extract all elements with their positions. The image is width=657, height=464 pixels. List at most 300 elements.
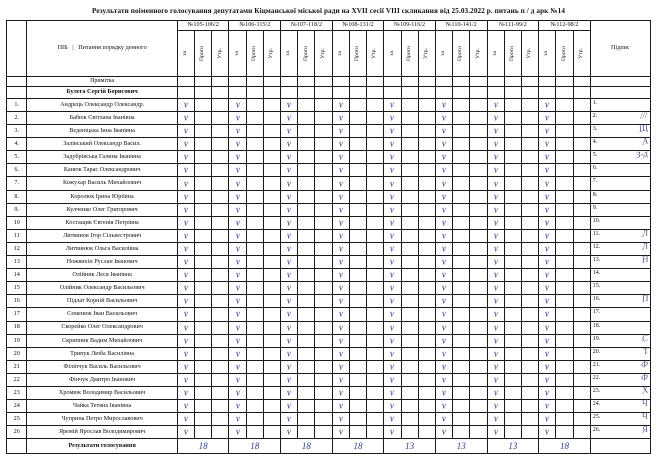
vote-cell-g5-utr[interactable] (418, 334, 435, 347)
vote-cell-g3-utr[interactable] (315, 242, 332, 255)
vote-cell-g7-za[interactable]: v (487, 98, 504, 111)
vote-cell-g2-za[interactable]: v (229, 308, 246, 321)
vote-cell-g8-za[interactable]: v (539, 190, 556, 203)
vote-cell-g6-utr[interactable] (470, 112, 487, 125)
vote-cell-g8-utr[interactable] (573, 98, 590, 111)
vote-cell-g1-proty[interactable] (195, 295, 212, 308)
vote-cell-g3-proty[interactable] (298, 426, 315, 439)
vote-cell-g7-proty[interactable] (504, 98, 521, 111)
vote-cell-g4-proty[interactable] (349, 190, 366, 203)
vote-cell-g1-utr[interactable] (212, 426, 229, 439)
vote-cell-g7-proty[interactable] (504, 373, 521, 386)
vote-cell-g2-za[interactable]: v (229, 426, 246, 439)
vote-cell-g2-za[interactable]: v (229, 190, 246, 203)
vote-cell-g4-proty[interactable] (349, 203, 366, 216)
vote-cell-g3-utr[interactable] (315, 334, 332, 347)
vote-cell-g7-za[interactable]: v (487, 190, 504, 203)
vote-cell-g6-utr[interactable] (470, 426, 487, 439)
vote-cell-g4-utr[interactable] (367, 138, 384, 151)
vote-cell-g2-za[interactable]: v (229, 256, 246, 269)
vote-cell-g2-proty[interactable] (246, 164, 263, 177)
vote-cell-g5-utr[interactable] (418, 373, 435, 386)
vote-cell-g4-utr[interactable] (367, 164, 384, 177)
vote-cell-g2-za[interactable]: v (229, 360, 246, 373)
vote-cell-g1-za[interactable]: v (177, 295, 194, 308)
vote-cell-g2-utr[interactable] (263, 386, 280, 399)
vote-cell-g2-za[interactable]: v (229, 413, 246, 426)
vote-cell-g1-proty[interactable] (195, 125, 212, 138)
vote-cell-g4-proty[interactable] (349, 242, 366, 255)
vote-cell-g3-utr[interactable] (315, 125, 332, 138)
vote-cell-g5-za[interactable]: v (384, 190, 401, 203)
vote-cell-g5-za[interactable]: v (384, 386, 401, 399)
vote-cell-g7-utr[interactable] (521, 190, 538, 203)
vote-cell-g1-proty[interactable] (195, 138, 212, 151)
vote-cell-g5-za[interactable]: v (384, 164, 401, 177)
vote-cell-g4-proty[interactable] (349, 373, 366, 386)
vote-cell-g8-proty[interactable] (556, 373, 573, 386)
vote-cell-g7-za[interactable]: v (487, 413, 504, 426)
vote-cell-g3-proty[interactable] (298, 269, 315, 282)
vote-cell-g4-za[interactable]: v (332, 203, 349, 216)
vote-cell-g6-proty[interactable] (453, 308, 470, 321)
vote-cell-g3-za[interactable]: v (281, 426, 298, 439)
vote-cell-g4-proty[interactable] (349, 177, 366, 190)
vote-cell-g8-utr[interactable] (573, 242, 590, 255)
vote-cell-g2-za[interactable]: v (229, 242, 246, 255)
vote-cell-g7-za[interactable]: v (487, 269, 504, 282)
vote-cell-g4-utr[interactable] (367, 242, 384, 255)
vote-cell-g7-utr[interactable] (521, 203, 538, 216)
vote-cell-g3-proty[interactable] (298, 164, 315, 177)
vote-cell-g2-za[interactable]: v (229, 203, 246, 216)
vote-cell-g8-proty[interactable] (556, 125, 573, 138)
vote-cell-g6-proty[interactable] (453, 321, 470, 334)
vote-cell-g6-utr[interactable] (470, 242, 487, 255)
vote-cell-g1-utr[interactable] (212, 295, 229, 308)
vote-cell-g4-za[interactable]: v (332, 98, 349, 111)
vote-cell-g2-utr[interactable] (263, 321, 280, 334)
vote-cell-g3-proty[interactable] (298, 321, 315, 334)
vote-cell-g6-utr[interactable] (470, 308, 487, 321)
vote-cell-g3-utr[interactable] (315, 229, 332, 242)
vote-cell-g8-proty[interactable] (556, 216, 573, 229)
vote-cell-g8-proty[interactable] (556, 413, 573, 426)
vote-cell-g2-proty[interactable] (246, 413, 263, 426)
vote-cell-g6-za[interactable]: v (435, 386, 452, 399)
vote-cell-g7-proty[interactable] (504, 125, 521, 138)
vote-cell-g5-za[interactable]: v (384, 413, 401, 426)
vote-cell-g5-utr[interactable] (418, 242, 435, 255)
vote-cell-g1-proty[interactable] (195, 203, 212, 216)
vote-cell-g5-za[interactable]: v (384, 308, 401, 321)
vote-cell-g1-proty[interactable] (195, 308, 212, 321)
vote-cell-g2-za[interactable]: v (229, 151, 246, 164)
vote-cell-g4-utr[interactable] (367, 347, 384, 360)
vote-cell-g7-utr[interactable] (521, 112, 538, 125)
vote-cell-g6-za[interactable]: v (435, 216, 452, 229)
vote-cell-g5-utr[interactable] (418, 413, 435, 426)
vote-cell-g1-utr[interactable] (212, 386, 229, 399)
vote-cell-g1-za[interactable]: v (177, 269, 194, 282)
vote-cell-g5-za[interactable]: v (384, 334, 401, 347)
vote-cell-g4-utr[interactable] (367, 373, 384, 386)
vote-cell-g6-proty[interactable] (453, 98, 470, 111)
vote-cell-g2-utr[interactable] (263, 347, 280, 360)
vote-cell-g3-za[interactable]: v (281, 347, 298, 360)
vote-cell-g4-proty[interactable] (349, 229, 366, 242)
vote-cell-g5-utr[interactable] (418, 308, 435, 321)
vote-cell-g5-za[interactable]: v (384, 295, 401, 308)
vote-cell-g7-utr[interactable] (521, 426, 538, 439)
vote-cell-g8-proty[interactable] (556, 112, 573, 125)
vote-cell-g8-utr[interactable] (573, 334, 590, 347)
vote-cell-g1-za[interactable]: v (177, 203, 194, 216)
vote-cell-g4-za[interactable]: v (332, 112, 349, 125)
vote-cell-g2-utr[interactable] (263, 400, 280, 413)
vote-cell-g5-za[interactable]: v (384, 373, 401, 386)
vote-cell-g7-utr[interactable] (521, 256, 538, 269)
vote-cell-g8-utr[interactable] (573, 282, 590, 295)
vote-cell-g8-za[interactable]: v (539, 347, 556, 360)
vote-cell-g4-za[interactable]: v (332, 334, 349, 347)
vote-cell-g1-proty[interactable] (195, 164, 212, 177)
vote-cell-g1-za[interactable]: v (177, 229, 194, 242)
vote-cell-g7-utr[interactable] (521, 347, 538, 360)
vote-cell-g3-utr[interactable] (315, 295, 332, 308)
vote-cell-g4-za[interactable]: v (332, 229, 349, 242)
vote-cell-g1-za[interactable]: v (177, 98, 194, 111)
vote-cell-g3-za[interactable]: v (281, 360, 298, 373)
vote-cell-g4-za[interactable]: v (332, 269, 349, 282)
vote-cell-g2-utr[interactable] (263, 282, 280, 295)
vote-cell-g6-proty[interactable] (453, 125, 470, 138)
vote-cell-g1-utr[interactable] (212, 413, 229, 426)
vote-cell-g2-za[interactable]: v (229, 321, 246, 334)
vote-cell-g2-za[interactable]: v (229, 216, 246, 229)
vote-cell-g7-proty[interactable] (504, 138, 521, 151)
vote-cell-g5-utr[interactable] (418, 360, 435, 373)
vote-cell-g7-za[interactable]: v (487, 151, 504, 164)
vote-cell-g2-utr[interactable] (263, 269, 280, 282)
vote-cell-g1-utr[interactable] (212, 203, 229, 216)
vote-cell-g4-za[interactable]: v (332, 426, 349, 439)
vote-cell-g4-proty[interactable] (349, 321, 366, 334)
vote-cell-g2-proty[interactable] (246, 426, 263, 439)
vote-cell-g2-za[interactable]: v (229, 386, 246, 399)
vote-cell-g3-za[interactable]: v (281, 98, 298, 111)
vote-cell-g3-za[interactable]: v (281, 373, 298, 386)
vote-cell-g2-za[interactable]: v (229, 295, 246, 308)
signature-cell[interactable] (590, 190, 650, 203)
vote-cell-g5-proty[interactable] (401, 190, 418, 203)
vote-cell-g7-proty[interactable] (504, 190, 521, 203)
vote-cell-g2-za[interactable]: v (229, 282, 246, 295)
vote-cell-g7-za[interactable]: v (487, 216, 504, 229)
vote-cell-g4-proty[interactable] (349, 125, 366, 138)
vote-cell-g8-utr[interactable] (573, 360, 590, 373)
vote-cell-g7-za[interactable]: v (487, 282, 504, 295)
vote-cell-g6-utr[interactable] (470, 360, 487, 373)
vote-cell-g1-utr[interactable] (212, 138, 229, 151)
vote-cell-g5-za[interactable]: v (384, 347, 401, 360)
vote-cell-g4-za[interactable]: v (332, 400, 349, 413)
vote-cell-g8-proty[interactable] (556, 334, 573, 347)
vote-cell-g2-za[interactable]: v (229, 400, 246, 413)
vote-cell-g8-za[interactable]: v (539, 203, 556, 216)
vote-cell-g2-utr[interactable] (263, 125, 280, 138)
vote-cell-g6-proty[interactable] (453, 256, 470, 269)
vote-cell-g8-za[interactable]: v (539, 373, 556, 386)
vote-cell-g8-za[interactable]: v (539, 112, 556, 125)
vote-cell-g7-proty[interactable] (504, 242, 521, 255)
vote-cell-g8-utr[interactable] (573, 256, 590, 269)
vote-cell-g6-proty[interactable] (453, 269, 470, 282)
vote-cell-g3-proty[interactable] (298, 203, 315, 216)
vote-cell-g7-utr[interactable] (521, 373, 538, 386)
vote-cell-g7-proty[interactable] (504, 347, 521, 360)
signature-cell[interactable] (590, 177, 650, 190)
vote-cell-g7-za[interactable]: v (487, 321, 504, 334)
vote-cell-g3-utr[interactable] (315, 216, 332, 229)
vote-cell-g7-proty[interactable] (504, 203, 521, 216)
vote-cell-g1-proty[interactable] (195, 400, 212, 413)
vote-cell-g1-za[interactable]: v (177, 373, 194, 386)
vote-cell-g2-proty[interactable] (246, 151, 263, 164)
signature-cell[interactable] (590, 164, 650, 177)
vote-cell-g2-proty[interactable] (246, 400, 263, 413)
vote-cell-g1-proty[interactable] (195, 360, 212, 373)
vote-cell-g1-proty[interactable] (195, 229, 212, 242)
vote-cell-g4-utr[interactable] (367, 295, 384, 308)
vote-cell-g2-za[interactable]: v (229, 229, 246, 242)
vote-cell-g4-za[interactable]: v (332, 413, 349, 426)
vote-cell-g7-utr[interactable] (521, 164, 538, 177)
vote-cell-g8-za[interactable]: v (539, 98, 556, 111)
vote-cell-g3-proty[interactable] (298, 334, 315, 347)
vote-cell-g3-za[interactable]: v (281, 216, 298, 229)
vote-cell-g5-za[interactable]: v (384, 98, 401, 111)
vote-cell-g5-proty[interactable] (401, 386, 418, 399)
vote-cell-g7-za[interactable]: v (487, 112, 504, 125)
vote-cell-g8-proty[interactable] (556, 295, 573, 308)
vote-cell-g6-proty[interactable] (453, 229, 470, 242)
vote-cell-g8-utr[interactable] (573, 400, 590, 413)
vote-cell-g5-za[interactable]: v (384, 138, 401, 151)
vote-cell-g4-za[interactable]: v (332, 282, 349, 295)
vote-cell-g7-proty[interactable] (504, 413, 521, 426)
vote-cell-g3-utr[interactable] (315, 282, 332, 295)
vote-cell-g6-proty[interactable] (453, 242, 470, 255)
vote-cell-g8-za[interactable]: v (539, 216, 556, 229)
vote-cell-g3-proty[interactable] (298, 282, 315, 295)
vote-cell-g5-utr[interactable] (418, 426, 435, 439)
vote-cell-g4-proty[interactable] (349, 269, 366, 282)
vote-cell-g6-utr[interactable] (470, 98, 487, 111)
vote-cell-g3-za[interactable]: v (281, 282, 298, 295)
vote-cell-g1-utr[interactable] (212, 229, 229, 242)
vote-cell-g5-za[interactable]: v (384, 256, 401, 269)
vote-cell-g4-proty[interactable] (349, 334, 366, 347)
vote-cell-g7-utr[interactable] (521, 229, 538, 242)
vote-cell-g7-utr[interactable] (521, 321, 538, 334)
vote-cell-g8-za[interactable]: v (539, 177, 556, 190)
vote-cell-g2-utr[interactable] (263, 308, 280, 321)
vote-cell-g7-utr[interactable] (521, 216, 538, 229)
vote-cell-g1-za[interactable]: v (177, 125, 194, 138)
vote-cell-g1-utr[interactable] (212, 112, 229, 125)
vote-cell-g7-utr[interactable] (521, 242, 538, 255)
vote-cell-g8-proty[interactable] (556, 386, 573, 399)
vote-cell-g2-utr[interactable] (263, 177, 280, 190)
vote-cell-g3-proty[interactable] (298, 216, 315, 229)
vote-cell-g3-za[interactable]: v (281, 125, 298, 138)
vote-cell-g1-proty[interactable] (195, 334, 212, 347)
vote-cell-g3-utr[interactable] (315, 413, 332, 426)
vote-cell-g2-utr[interactable] (263, 373, 280, 386)
vote-cell-g3-proty[interactable] (298, 400, 315, 413)
vote-cell-g7-za[interactable]: v (487, 308, 504, 321)
vote-cell-g5-proty[interactable] (401, 138, 418, 151)
vote-cell-g3-utr[interactable] (315, 203, 332, 216)
vote-cell-g2-utr[interactable] (263, 426, 280, 439)
vote-cell-g8-za[interactable]: v (539, 269, 556, 282)
vote-cell-g4-za[interactable]: v (332, 321, 349, 334)
vote-cell-g8-utr[interactable] (573, 216, 590, 229)
vote-cell-g3-za[interactable]: v (281, 308, 298, 321)
vote-cell-g8-proty[interactable] (556, 308, 573, 321)
vote-cell-g4-za[interactable]: v (332, 216, 349, 229)
vote-cell-g8-utr[interactable] (573, 164, 590, 177)
vote-cell-g2-za[interactable]: v (229, 269, 246, 282)
vote-cell-g1-utr[interactable] (212, 269, 229, 282)
vote-cell-g7-za[interactable]: v (487, 138, 504, 151)
vote-cell-g6-utr[interactable] (470, 373, 487, 386)
vote-cell-g8-utr[interactable] (573, 190, 590, 203)
vote-cell-g1-utr[interactable] (212, 256, 229, 269)
vote-cell-g2-proty[interactable] (246, 190, 263, 203)
vote-cell-g4-za[interactable]: v (332, 360, 349, 373)
vote-cell-g2-proty[interactable] (246, 334, 263, 347)
vote-cell-g3-utr[interactable] (315, 164, 332, 177)
vote-cell-g1-utr[interactable] (212, 360, 229, 373)
vote-cell-g4-utr[interactable] (367, 426, 384, 439)
vote-cell-g3-za[interactable]: v (281, 190, 298, 203)
vote-cell-g1-za[interactable]: v (177, 216, 194, 229)
vote-cell-g5-za[interactable]: v (384, 216, 401, 229)
vote-cell-g1-za[interactable]: v (177, 164, 194, 177)
vote-cell-g7-za[interactable]: v (487, 203, 504, 216)
vote-cell-g8-utr[interactable] (573, 386, 590, 399)
vote-cell-g6-proty[interactable] (453, 334, 470, 347)
signature-cell[interactable] (590, 269, 650, 282)
vote-cell-g8-za[interactable]: v (539, 282, 556, 295)
vote-cell-g7-utr[interactable] (521, 360, 538, 373)
vote-cell-g6-proty[interactable] (453, 112, 470, 125)
vote-cell-g3-utr[interactable] (315, 321, 332, 334)
vote-cell-g2-utr[interactable] (263, 138, 280, 151)
vote-cell-g3-utr[interactable] (315, 190, 332, 203)
vote-cell-g3-proty[interactable] (298, 295, 315, 308)
vote-cell-g4-proty[interactable] (349, 282, 366, 295)
vote-cell-g1-za[interactable]: v (177, 112, 194, 125)
vote-cell-g4-proty[interactable] (349, 112, 366, 125)
vote-cell-g4-utr[interactable] (367, 177, 384, 190)
vote-cell-g6-proty[interactable] (453, 203, 470, 216)
vote-cell-g2-za[interactable]: v (229, 334, 246, 347)
vote-cell-g5-utr[interactable] (418, 177, 435, 190)
vote-cell-g6-utr[interactable] (470, 138, 487, 151)
vote-cell-g7-proty[interactable] (504, 308, 521, 321)
vote-cell-g4-za[interactable]: v (332, 242, 349, 255)
vote-cell-g4-utr[interactable] (367, 413, 384, 426)
vote-cell-g2-proty[interactable] (246, 321, 263, 334)
vote-cell-g4-proty[interactable] (349, 151, 366, 164)
vote-cell-g6-utr[interactable] (470, 413, 487, 426)
vote-cell-g3-proty[interactable] (298, 112, 315, 125)
vote-cell-g5-za[interactable]: v (384, 426, 401, 439)
vote-cell-g8-za[interactable]: v (539, 138, 556, 151)
vote-cell-g1-za[interactable]: v (177, 282, 194, 295)
vote-cell-g4-proty[interactable] (349, 308, 366, 321)
vote-cell-g2-proty[interactable] (246, 360, 263, 373)
vote-cell-g5-proty[interactable] (401, 282, 418, 295)
vote-cell-g3-proty[interactable] (298, 190, 315, 203)
vote-cell-g4-utr[interactable] (367, 98, 384, 111)
vote-cell-g5-proty[interactable] (401, 347, 418, 360)
vote-cell-g7-utr[interactable] (521, 269, 538, 282)
vote-cell-g1-za[interactable]: v (177, 400, 194, 413)
vote-cell-g5-za[interactable]: v (384, 125, 401, 138)
vote-cell-g5-utr[interactable] (418, 112, 435, 125)
vote-cell-g6-za[interactable]: v (435, 413, 452, 426)
vote-cell-g7-utr[interactable] (521, 386, 538, 399)
vote-cell-g1-za[interactable]: v (177, 360, 194, 373)
vote-cell-g1-za[interactable]: v (177, 347, 194, 360)
vote-cell-g1-za[interactable]: v (177, 190, 194, 203)
vote-cell-g8-za[interactable]: v (539, 386, 556, 399)
vote-cell-g5-utr[interactable] (418, 164, 435, 177)
vote-cell-g2-proty[interactable] (246, 229, 263, 242)
vote-cell-g5-proty[interactable] (401, 426, 418, 439)
vote-cell-g1-za[interactable]: v (177, 426, 194, 439)
vote-cell-g6-proty[interactable] (453, 426, 470, 439)
vote-cell-g6-utr[interactable] (470, 190, 487, 203)
signature-cell[interactable] (590, 308, 650, 321)
signature-cell[interactable] (590, 423, 650, 439)
vote-cell-g7-za[interactable]: v (487, 256, 504, 269)
vote-cell-g6-proty[interactable] (453, 164, 470, 177)
vote-cell-g2-utr[interactable] (263, 190, 280, 203)
signature-cell[interactable] (590, 216, 650, 229)
signature-cell[interactable] (590, 147, 650, 164)
vote-cell-g8-za[interactable]: v (539, 125, 556, 138)
vote-cell-g3-proty[interactable] (298, 256, 315, 269)
vote-cell-g4-za[interactable]: v (332, 295, 349, 308)
vote-cell-g8-proty[interactable] (556, 190, 573, 203)
vote-cell-g8-utr[interactable] (573, 321, 590, 334)
vote-cell-g4-utr[interactable] (367, 269, 384, 282)
vote-cell-g4-utr[interactable] (367, 256, 384, 269)
vote-cell-g3-utr[interactable] (315, 151, 332, 164)
vote-cell-g6-proty[interactable] (453, 413, 470, 426)
vote-cell-g6-proty[interactable] (453, 360, 470, 373)
vote-cell-g2-za[interactable]: v (229, 125, 246, 138)
vote-cell-g5-proty[interactable] (401, 164, 418, 177)
vote-cell-g2-proty[interactable] (246, 256, 263, 269)
vote-cell-g7-proty[interactable] (504, 177, 521, 190)
vote-cell-g8-za[interactable]: v (539, 295, 556, 308)
